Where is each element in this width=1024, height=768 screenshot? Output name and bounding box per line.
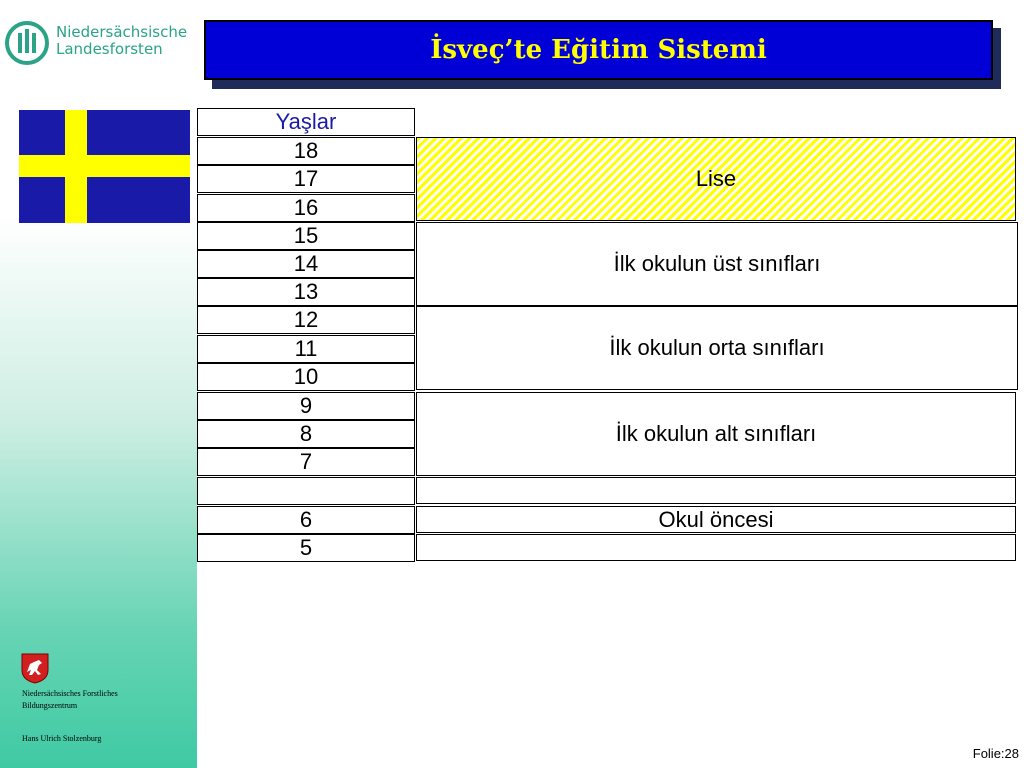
org-name-line1: Niedersächsische <box>56 23 188 41</box>
stage-label: İlk okulun üst sınıfları <box>613 251 821 276</box>
stage-ilk-okul-ust <box>416 222 1018 306</box>
institute-line1: Niedersächsisches Forstliches <box>22 689 118 698</box>
age-cell: 17 <box>197 165 415 193</box>
age-cell: 18 <box>197 137 415 165</box>
author-name: Hans Ulrich Stolzenburg <box>22 734 102 743</box>
age-cell: 8 <box>197 420 415 448</box>
stage-age-5-row <box>416 534 1016 561</box>
institute-line2: Bildungszentrum <box>22 701 78 710</box>
age-cell: 5 <box>197 534 415 562</box>
sidebar <box>0 0 197 768</box>
age-cell: 11 <box>197 335 415 363</box>
stage-lise <box>416 137 1016 221</box>
flag-cross-horizontal <box>19 155 190 177</box>
org-name-line2: Landesforsten <box>56 40 163 58</box>
age-cell: 6 <box>197 506 415 534</box>
stage-ilk-okul-alt <box>416 392 1016 476</box>
age-cell: 15 <box>197 222 415 250</box>
age-cell: 9 <box>197 392 415 420</box>
org-name <box>56 24 187 58</box>
age-cell: 14 <box>197 250 415 278</box>
slide-number: Folie:28 <box>972 746 1019 761</box>
slide-title: İsveç’te Eğitim Sistemi <box>204 20 993 80</box>
age-cell: 13 <box>197 278 415 306</box>
age-header: Yaşlar <box>197 108 415 136</box>
age-cell: 7 <box>197 448 415 476</box>
age-cell <box>197 477 415 505</box>
stage-label: Okul öncesi <box>658 506 774 532</box>
stage-label: Lise <box>695 166 737 191</box>
stage-empty-row <box>416 477 1016 504</box>
age-cell: 12 <box>197 306 415 334</box>
age-cell: 10 <box>197 363 415 391</box>
age-cell: 16 <box>197 194 415 222</box>
sweden-flag <box>19 110 190 223</box>
stage-okul-oncesi <box>416 506 1016 533</box>
stage-label: İlk okulun orta sınıfları <box>609 335 825 360</box>
stage-label: İlk okulun alt sınıfları <box>615 421 817 446</box>
lower-saxony-horse-icon <box>20 652 50 684</box>
stage-ilk-okul-orta <box>416 306 1018 390</box>
